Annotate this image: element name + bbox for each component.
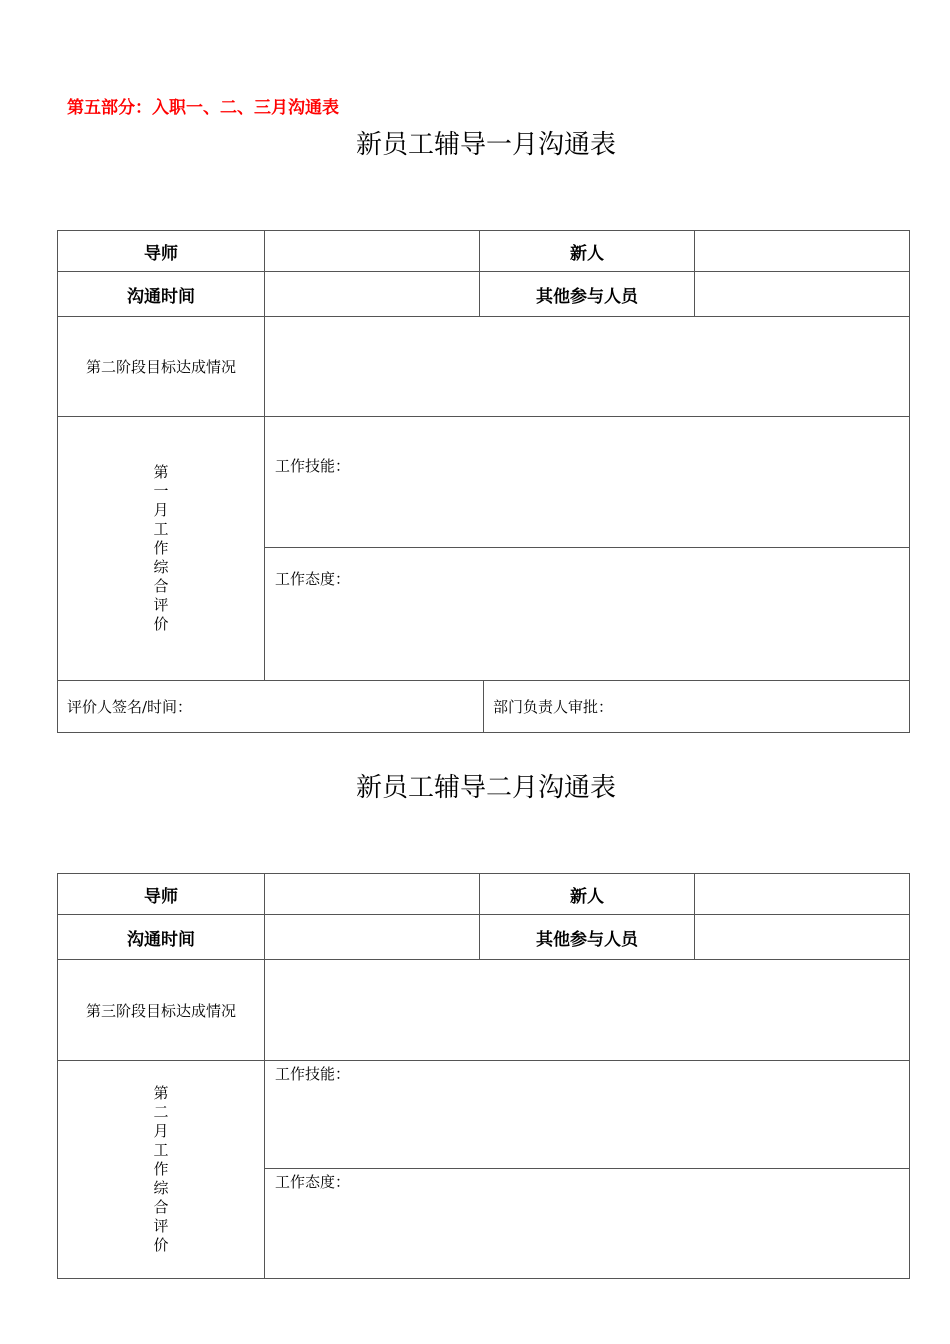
newcomer-field[interactable]: [694, 230, 910, 272]
stage-goal-label: 第三阶段目标达成情况: [57, 959, 265, 1061]
approval-field[interactable]: [483, 680, 910, 733]
others-field[interactable]: [694, 271, 910, 317]
signer-label: 评价人签名/时间：: [67, 698, 193, 716]
attitude-label: 工作态度：: [275, 1173, 351, 1191]
communication-table-month-1: [58, 231, 910, 733]
evaluation-label-cell: [57, 1060, 265, 1279]
mentor-label: 导师: [57, 230, 265, 272]
mentor-field[interactable]: [264, 230, 480, 272]
time-field[interactable]: [264, 914, 480, 960]
evaluation-label-cell: [57, 416, 265, 681]
stage-goal-label: 第二阶段目标达成情况: [57, 316, 265, 417]
stage-goal-field[interactable]: [264, 959, 910, 1061]
attitude-field[interactable]: [264, 547, 910, 681]
evaluation-label: 第一月工作综合评价: [153, 463, 169, 633]
skills-label: 工作技能：: [275, 457, 351, 475]
newcomer-field[interactable]: [694, 873, 910, 915]
form-title: 新员工辅导二月沟通表: [355, 773, 616, 803]
others-label: 其他参与人员: [479, 914, 695, 960]
section-heading: 第五部分：入职一、二、三月沟通表: [67, 98, 339, 118]
attitude-label: 工作态度：: [275, 570, 351, 588]
skills-label: 工作技能：: [275, 1065, 351, 1083]
attitude-field[interactable]: [264, 1168, 910, 1279]
stage-goal-field[interactable]: [264, 316, 910, 417]
mentor-label: 导师: [57, 873, 265, 915]
skills-field[interactable]: [264, 416, 910, 548]
approval-label: 部门负责人审批：: [493, 698, 614, 716]
newcomer-label: 新人: [479, 230, 695, 272]
newcomer-label: 新人: [479, 873, 695, 915]
time-label: 沟通时间: [57, 914, 265, 960]
time-field[interactable]: [264, 271, 480, 317]
evaluation-label: 第二月工作综合评价: [153, 1084, 169, 1254]
others-field[interactable]: [694, 914, 910, 960]
others-label: 其他参与人员: [479, 271, 695, 317]
skills-field[interactable]: [264, 1060, 910, 1169]
time-label: 沟通时间: [57, 271, 265, 317]
communication-table-month-2: [58, 874, 910, 1279]
signer-field[interactable]: [57, 680, 484, 733]
mentor-field[interactable]: [264, 873, 480, 915]
form-title: 新员工辅导一月沟通表: [355, 130, 616, 160]
